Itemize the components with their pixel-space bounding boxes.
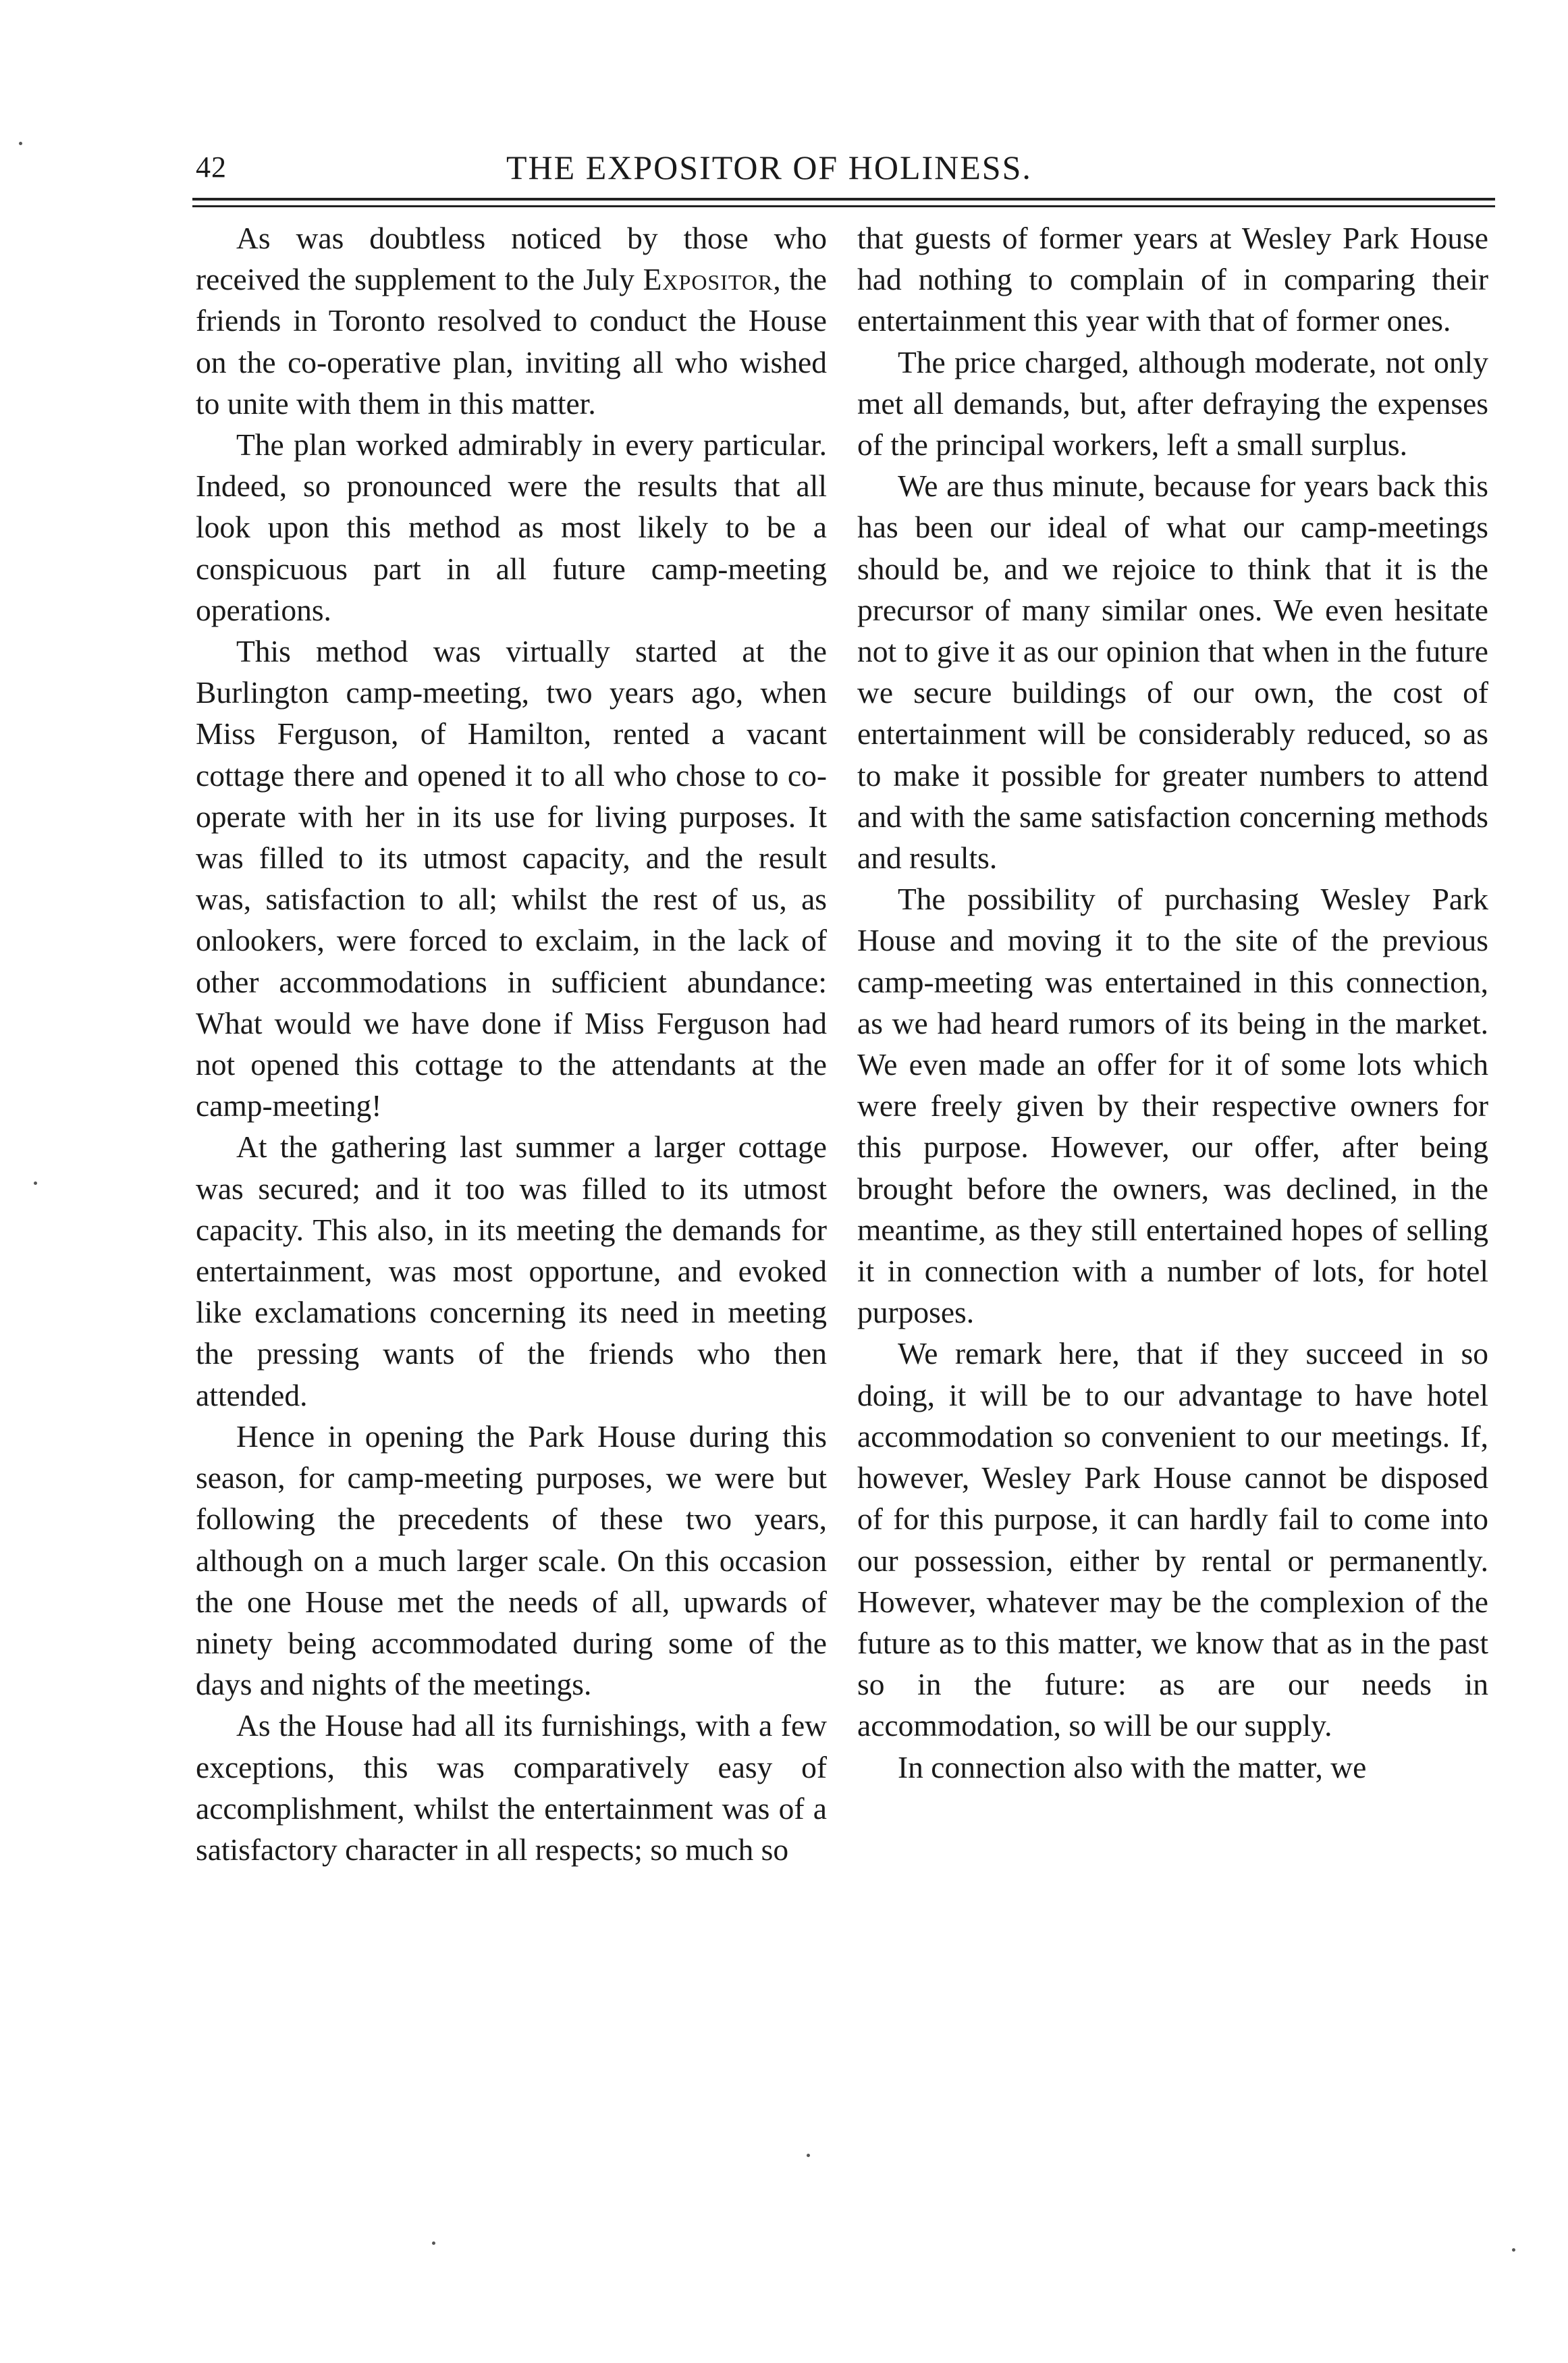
scan-speck — [34, 1182, 37, 1185]
page-header — [196, 147, 1492, 194]
running-title: THE EXPOSITOR OF HOLINESS. — [506, 149, 1032, 186]
paragraph: The price charged, although moderate, not only met all demands, but, after defraying the expenses of the principal workers, left a small surplus. — [857, 344, 1488, 462]
right-column — [857, 217, 1488, 1788]
paragraph: We remark here, that if they succeed in so doing, it will be to our advantage to have hotel accommodation so convenient to our meetings. If, however, Wesley Park House cannot be disposed of for this purpose, it can hardly fail to come into our possession, either by rental or permanently. However, whatever may be the complexion of the future as to this matter, we know that as in the past so in the future: as are our needs in accommodation, so will be our supply. — [857, 1336, 1488, 1743]
page-number: 42 — [196, 151, 227, 184]
journal-name-smallcaps: Expositor — [643, 262, 774, 297]
scan-speck — [19, 142, 22, 145]
paragraph — [196, 217, 827, 424]
paragraph: We are thus minute, because for years back this has been our ideal of what our camp-meetings should be, and we rejoice to think that it is the precursor of many similar ones. We even hesitate not to give it as our opinion that when in the future we secure buildings of our own, the cost of entertainment will be considerably reduced, so as to make it possible for greater numbers to attend and with the same satisfaction concerning methods and results. — [857, 469, 1488, 876]
scan-speck — [1512, 2248, 1515, 2252]
left-column — [196, 217, 827, 1870]
paragraph: The possibility of purchasing Wesley Park House and moving it to the site of the previous camp-meeting was entertained in this connection, as we had heard rumors of its being in the market. We even made an offer for it of some lots which were freely given by their respective owners for this purpose. However, our offer, after being brought before the owners, was declined, in the meantime, as they still entertained hopes of selling it in connection with a number of lots, for hotel purposes. — [857, 882, 1488, 1330]
header-rule-bottom — [192, 205, 1495, 207]
paragraph: This method was virtually started at the Burlington camp-meeting, two years ago, when Miss Ferguson, of Hamilton, rented a vacant cottage there and opened it to all who chose to co-operate with her in its use for living purposes. It was filled to its utmost capacity, and the result was, satisfaction to all; whilst the rest of us, as onlookers, were forced to exclaim, in the lack of other accommodations in sufficient abundance: What would we have done if Miss Ferguson had not opened this cottage to the attendants at the camp-meeting! — [196, 634, 827, 1123]
paragraph-text: , the friends in Toronto resolved to conduct the House on the co-operative plan, inviting all who wished to unite with them in this matter. — [196, 262, 827, 421]
paragraph: In connection also with the matter, we — [898, 1749, 1367, 1784]
scan-speck — [432, 2241, 435, 2245]
paragraph: As the House had all its furnishings, with a few exceptions, this was comparatively easy of accomplishment, whilst the entertainment was of a satisfactory character in all respects; so much so — [196, 1708, 827, 1867]
paragraph: The plan worked admirably in every particular. Indeed, so pronounced were the results that all look upon this method as most likely to be a conspicuous part in all future camp-meeting operations. — [196, 427, 827, 627]
scan-speck — [807, 2154, 810, 2157]
header-rule-top — [192, 198, 1495, 201]
paragraph: At the gathering last summer a larger cottage was secured; and it too was filled to its utmost capacity. This also, in its meeting the demands for entertainment, was most opportune, and evoked like exclamations concerning its need in meeting the pressing wants of the friends who then attended. — [196, 1130, 827, 1412]
paragraph: Hence in opening the Park House during this season, for camp-meeting purposes, we were but following the precedents of these two years, although on a much larger scale. On this occasion the one House met the needs of all, upwards of ninety being accommodated during some of the days and nights of the meetings. — [196, 1418, 827, 1702]
paragraph-text: As was doubtless noticed by those who received the supplement to the July — [196, 221, 827, 297]
paragraph-continued: that guests of former years at Wesley Park House had nothing to complain of in comparing their entertainment this year with that of former ones. — [857, 221, 1488, 338]
